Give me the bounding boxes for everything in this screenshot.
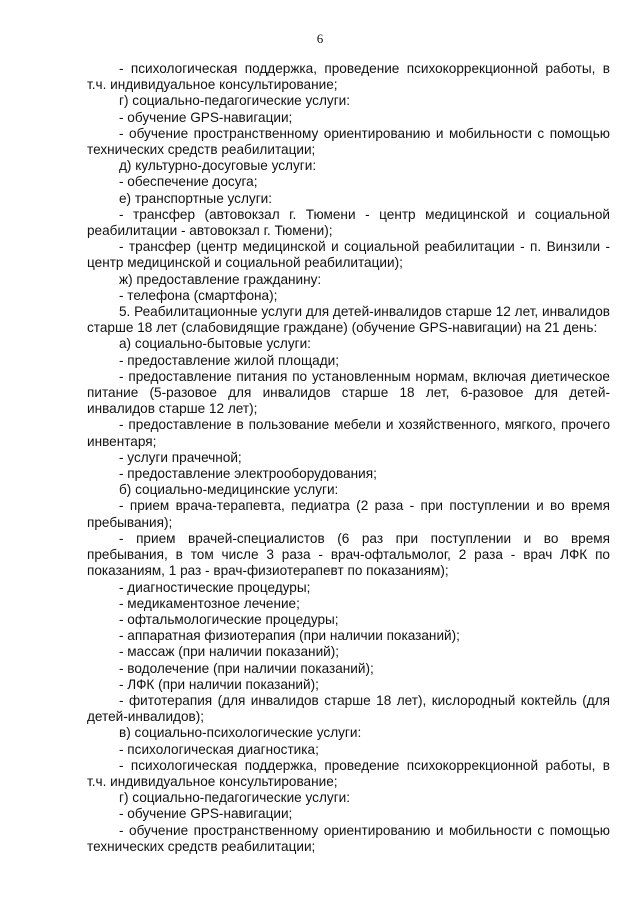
paragraph: - ЛФК (при наличии показаний); xyxy=(119,676,319,692)
paragraph: - обучение пространственному ориентированию и мобильности с помощью технических средств реабилитации; xyxy=(87,822,610,854)
paragraph: - медикаментозное лечение; xyxy=(119,595,300,611)
paragraph: - прием врача-терапевта, педиатра (2 раза - при поступлении и во время пребывания); xyxy=(87,498,610,530)
paragraph: г) социально-педагогические услуги: xyxy=(119,790,351,806)
page-number: 6 xyxy=(316,31,324,46)
paragraph: - обучение пространственному ориентированию и мобильности с помощью технических средств реабилитации; xyxy=(87,125,610,158)
paragraph: а) социально-бытовые услуги: xyxy=(119,336,311,352)
paragraph: - телефона (смартфона); xyxy=(119,287,278,303)
paragraph: - предоставление жилой площади; xyxy=(119,352,340,368)
paragraph: - обучение GPS-навигации; xyxy=(119,109,293,125)
paragraph: - психологическая диагностика; xyxy=(119,741,319,757)
paragraph: - предоставление в пользование мебели и хозяйственного, мягкого, прочего инвентаря; xyxy=(87,417,610,449)
paragraph: - услуги прачечной; xyxy=(119,449,242,465)
paragraph: в) социально-психологические услуги: xyxy=(119,725,362,741)
paragraph: - фитотерапия (для инвалидов старше 18 лет), кислородный коктейль (для детей-инвалидов); xyxy=(87,692,610,725)
paragraph: - аппаратная физиотерапия (при наличии показаний); xyxy=(119,628,460,644)
paragraph: - психологическая поддержка, проведение психокоррекционной работы, в т.ч. индивидуальное консультирование; xyxy=(87,61,610,93)
paragraph: - водолечение (при наличии показаний); xyxy=(119,660,374,676)
document-body xyxy=(87,61,610,855)
paragraph: г) социально-педагогические услуги: xyxy=(119,93,351,109)
paragraph: - прием врачей-специалистов (6 раз при поступлении и во время пребывания, в том числе 3 раза - врач-офтальмолог, 2 раза - врач ЛФК по показаниям, 1 раз - врач-физиотерапевт по показаниям); xyxy=(87,530,610,579)
paragraph: - массаж (при наличии показаний); xyxy=(119,644,340,660)
paragraph: - офтальмологические процедуры; xyxy=(119,611,339,627)
paragraph: - трансфер (центр медицинской и социальной реабилитации - п. Винзили - центр медицинской и социальной реабилитации); xyxy=(87,239,610,271)
paragraph: - трансфер (автовокзал г. Тюмени - центр медицинской и социальной реабилитации - автовокзал г. Тюмени); xyxy=(87,206,610,239)
paragraph: д) культурно-досуговые услуги: xyxy=(119,158,317,174)
paragraph: - диагностические процедуры; xyxy=(119,579,311,595)
paragraph: - обеспечение досуга; xyxy=(119,174,258,190)
paragraph: б) социально-медицинские услуги: xyxy=(119,482,339,498)
paragraph: - предоставление питания по установленным нормам, включая диетическое питание (5-разовое для инвалидов старше 18 лет, 6-разовое для детей-инвалидов старше 12 лет); xyxy=(87,368,610,417)
paragraph: - предоставление электрооборудования; xyxy=(119,466,377,482)
paragraph: е) транспортные услуги: xyxy=(119,190,273,206)
paragraph: 5. Реабилитационные услуги для детей-инвалидов старше 12 лет, инвалидов старше 18 лет (слабовидящие граждане) (обучение GPS-навигации) на 21 день: xyxy=(87,304,610,336)
paragraph: - психологическая поддержка, проведение психокоррекционной работы, в т.ч. индивидуальное консультирование; xyxy=(87,757,610,789)
paragraph: - обучение GPS-навигации; xyxy=(119,806,293,822)
paragraph: ж) предоставление гражданину: xyxy=(119,271,322,287)
